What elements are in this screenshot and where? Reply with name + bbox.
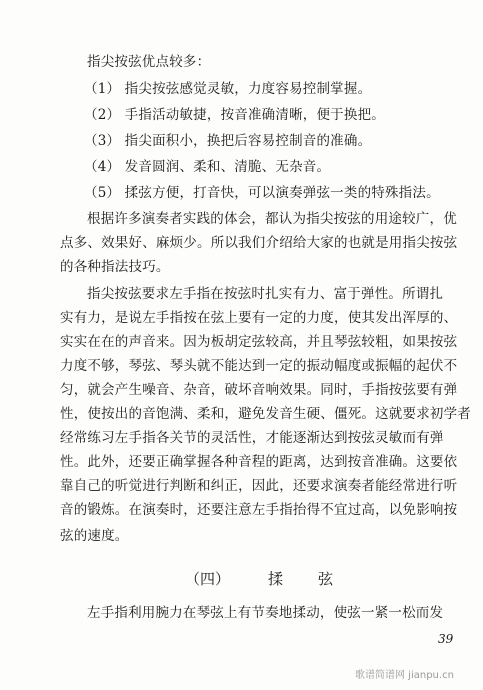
paragraph-1-line-3: 的各种指法技巧。 bbox=[60, 259, 170, 275]
advantage-item-1: （1） 指尖按弦感觉灵敏，力度容易控制掌握。 bbox=[84, 81, 372, 97]
paragraph-2-line-2: 实有力，是说左手指按在弦上要有一定的力度，使其发出浑厚的、 bbox=[60, 310, 458, 326]
paragraph-2-line-11: 弦的速度。 bbox=[60, 528, 129, 544]
paragraph-2-line-3: 实实在在的声音来。因为板胡定弦较高，并且琴弦较粗，如果按弦 bbox=[60, 334, 458, 350]
paragraph-2-line-1: 指尖按弦要求左手指在按弦时扎实有力、富于弹性。所谓扎 bbox=[87, 286, 444, 302]
paragraph-2-line-10: 音的锻炼。在演奏时，还要注意左手指抬得不宜过高，以免影响按 bbox=[60, 502, 458, 518]
section-title-char-2: 弦 bbox=[318, 570, 334, 588]
paragraph-2-line-8: 性。此外，还要正确掌握各种音程的距离，达到按音准确。这要依 bbox=[60, 454, 458, 470]
advantage-item-4: （4） 发音圆润、柔和、清脆、无杂音。 bbox=[84, 159, 331, 175]
advantage-item-3: （3） 指尖面积小，换把后容易控制音的准确。 bbox=[84, 133, 372, 149]
intro-heading: 指尖按弦优点较多： bbox=[87, 54, 211, 70]
paragraph-3-line-1: 左手指利用腕力在琴弦上有节奏地揉动，使弦一紧一松而发 bbox=[87, 605, 444, 621]
paragraph-2-line-6: 性，使按出的音饱满、柔和，避免发音生硬、僵死。这就要求初学者 bbox=[60, 406, 471, 422]
paragraph-2-line-5: 匀，就会产生噪音、杂音，破坏音响效果。同时，手指按弦要有弹 bbox=[60, 382, 458, 398]
section-number: （四） bbox=[185, 570, 231, 588]
section-heading bbox=[0, 568, 483, 590]
paragraph-1-line-2: 点多、效果好、麻烦少。所以我们介绍给大家的也就是用指尖按弦 bbox=[60, 235, 458, 251]
advantage-item-5: （5） 揉弦方便，打音快，可以演奏弹弦一类的特殊指法。 bbox=[84, 185, 440, 201]
paragraph-2-line-4: 力度不够，琴弦、琴头就不能达到一定的振动幅度或振幅的起伏不 bbox=[60, 358, 458, 374]
watermark-text: 歌谱简谱网 jianpu.cn bbox=[355, 670, 454, 681]
paragraph-2-line-7: 经常练习左手指各关节的灵活性，才能逐渐达到按弦灵敏而有弹 bbox=[60, 430, 444, 446]
section-title-char-1: 揉 bbox=[268, 570, 284, 588]
paragraph-1-line-1: 根据许多演奏者实践的体会，都认为指尖按弦的用途较广，优 bbox=[87, 211, 457, 227]
paragraph-2-line-9: 靠自己的听觉进行判断和纠正，因此，还要求演奏者能经常进行听 bbox=[60, 478, 458, 494]
page-number: 39 bbox=[438, 632, 454, 646]
advantage-item-2: （2） 手指活动敏捷，按音准确清晰，便于换把。 bbox=[84, 107, 385, 123]
